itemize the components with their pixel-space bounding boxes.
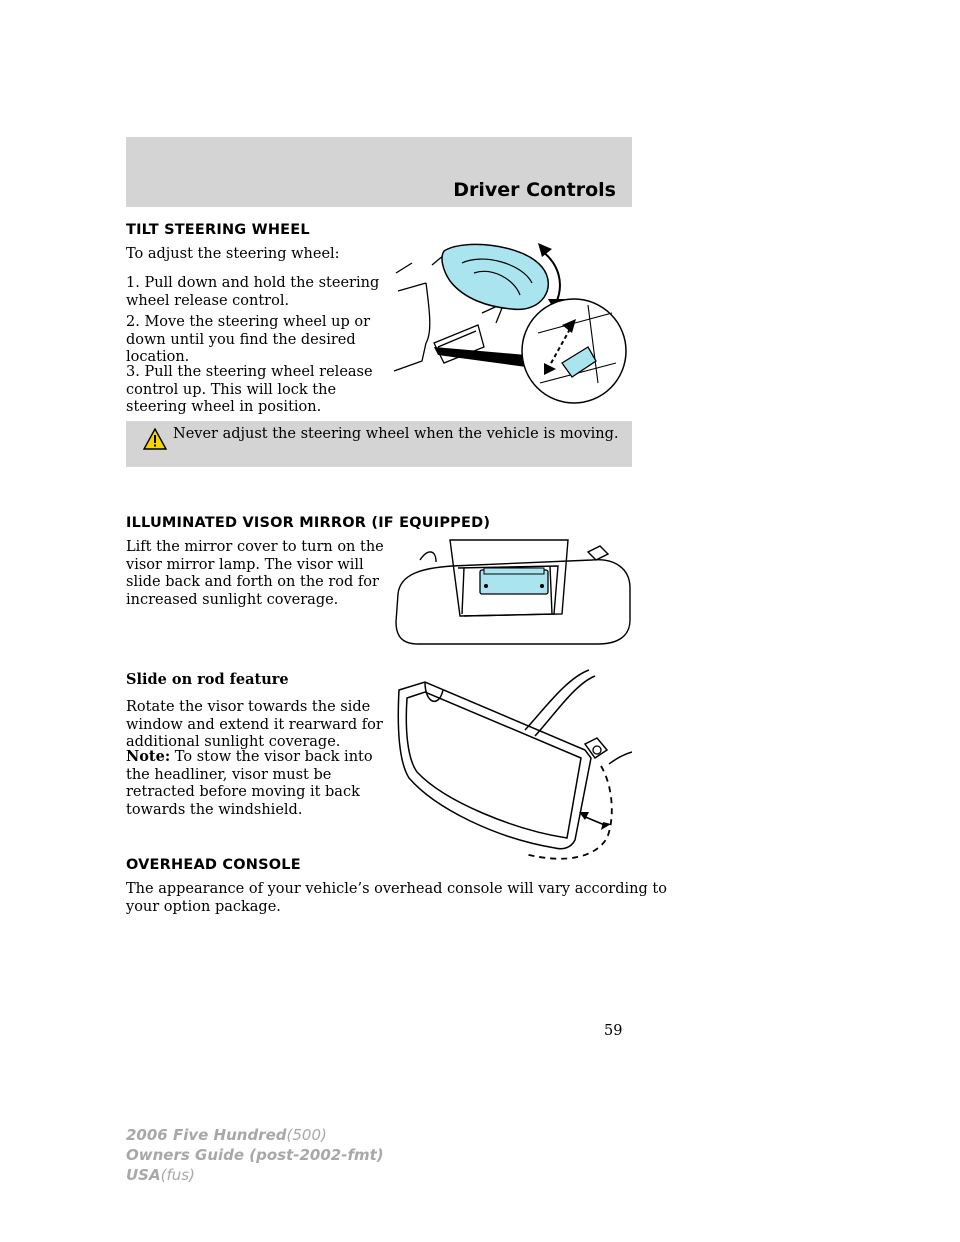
- footer-line: [126, 1145, 384, 1165]
- text-span: USA: [126, 1166, 161, 1184]
- text-span: Owners Guide (post-2002-fmt): [126, 1146, 384, 1164]
- text-line: The appearance of your vehicle’s overhead console will vary according to: [126, 881, 667, 897]
- visor-paragraph: [126, 539, 384, 609]
- text-line: control up. This will lock the: [126, 381, 337, 398]
- text-span: 2006 Five Hundred: [126, 1126, 287, 1144]
- warning-triangle-icon: [143, 428, 167, 450]
- slide-heading: Slide on rod feature: [126, 671, 289, 688]
- note-paragraph: [126, 748, 373, 819]
- text-line: 1. Pull down and hold the steering: [126, 275, 380, 291]
- tilt-intro: To adjust the steering wheel:: [126, 246, 340, 262]
- text-line: increased sunlight coverage.: [126, 591, 339, 608]
- text-line: 3. Pull the steering wheel release: [126, 364, 373, 380]
- text-line: retracted before moving it back: [126, 784, 360, 800]
- text-span: (fus): [160, 1166, 195, 1184]
- tilt-heading: TILT STEERING WHEEL: [126, 222, 310, 238]
- text-span: (500): [286, 1126, 327, 1144]
- text-line: towards the windshield.: [126, 801, 303, 818]
- overhead-paragraph: [126, 881, 667, 916]
- footer: [126, 1125, 384, 1185]
- visor-mirror-figure: [392, 538, 632, 648]
- text-line: down until you find the desired: [126, 331, 356, 348]
- header-band: [126, 137, 632, 207]
- text-line: your option package.: [126, 898, 281, 915]
- footer-line: [126, 1165, 384, 1185]
- text-line: window and extend it rearward for: [126, 716, 383, 733]
- footer-line: [126, 1125, 384, 1145]
- text-line: the headliner, visor must be: [126, 766, 332, 783]
- warning-box: [126, 421, 632, 467]
- section-title: Driver Controls: [453, 179, 616, 201]
- text-line: slide back and forth on the rod for: [126, 574, 379, 590]
- tilt-step-3: [126, 364, 373, 417]
- warning-text: Never adjust the steering wheel when the vehicle is moving.: [173, 426, 619, 442]
- note-label: Note:: [126, 748, 171, 765]
- text-line: additional sunlight coverage.: [126, 734, 341, 750]
- page-number: 59: [604, 1023, 623, 1039]
- steering-wheel-figure: [392, 243, 632, 415]
- text-line: location.: [126, 349, 190, 365]
- text-line: 2. Move the steering wheel up or: [126, 314, 371, 330]
- text-line: Lift the mirror cover to turn on the: [126, 539, 384, 555]
- overhead-heading: OVERHEAD CONSOLE: [126, 857, 301, 873]
- text-line: wheel release control.: [126, 292, 290, 309]
- text-line: visor mirror lamp. The visor will: [126, 556, 364, 573]
- visor-slide-figure: [395, 668, 632, 860]
- tilt-step-1: [126, 275, 379, 310]
- text-line: steering wheel in position.: [126, 399, 322, 415]
- visor-heading: ILLUMINATED VISOR MIRROR (IF EQUIPPED): [126, 515, 491, 531]
- text-span: To stow the visor back into: [170, 749, 373, 765]
- text-line: Rotate the visor towards the side: [126, 699, 371, 715]
- note-line: [126, 748, 373, 767]
- slide-paragraph: [126, 699, 383, 752]
- tilt-step-2: [126, 314, 370, 367]
